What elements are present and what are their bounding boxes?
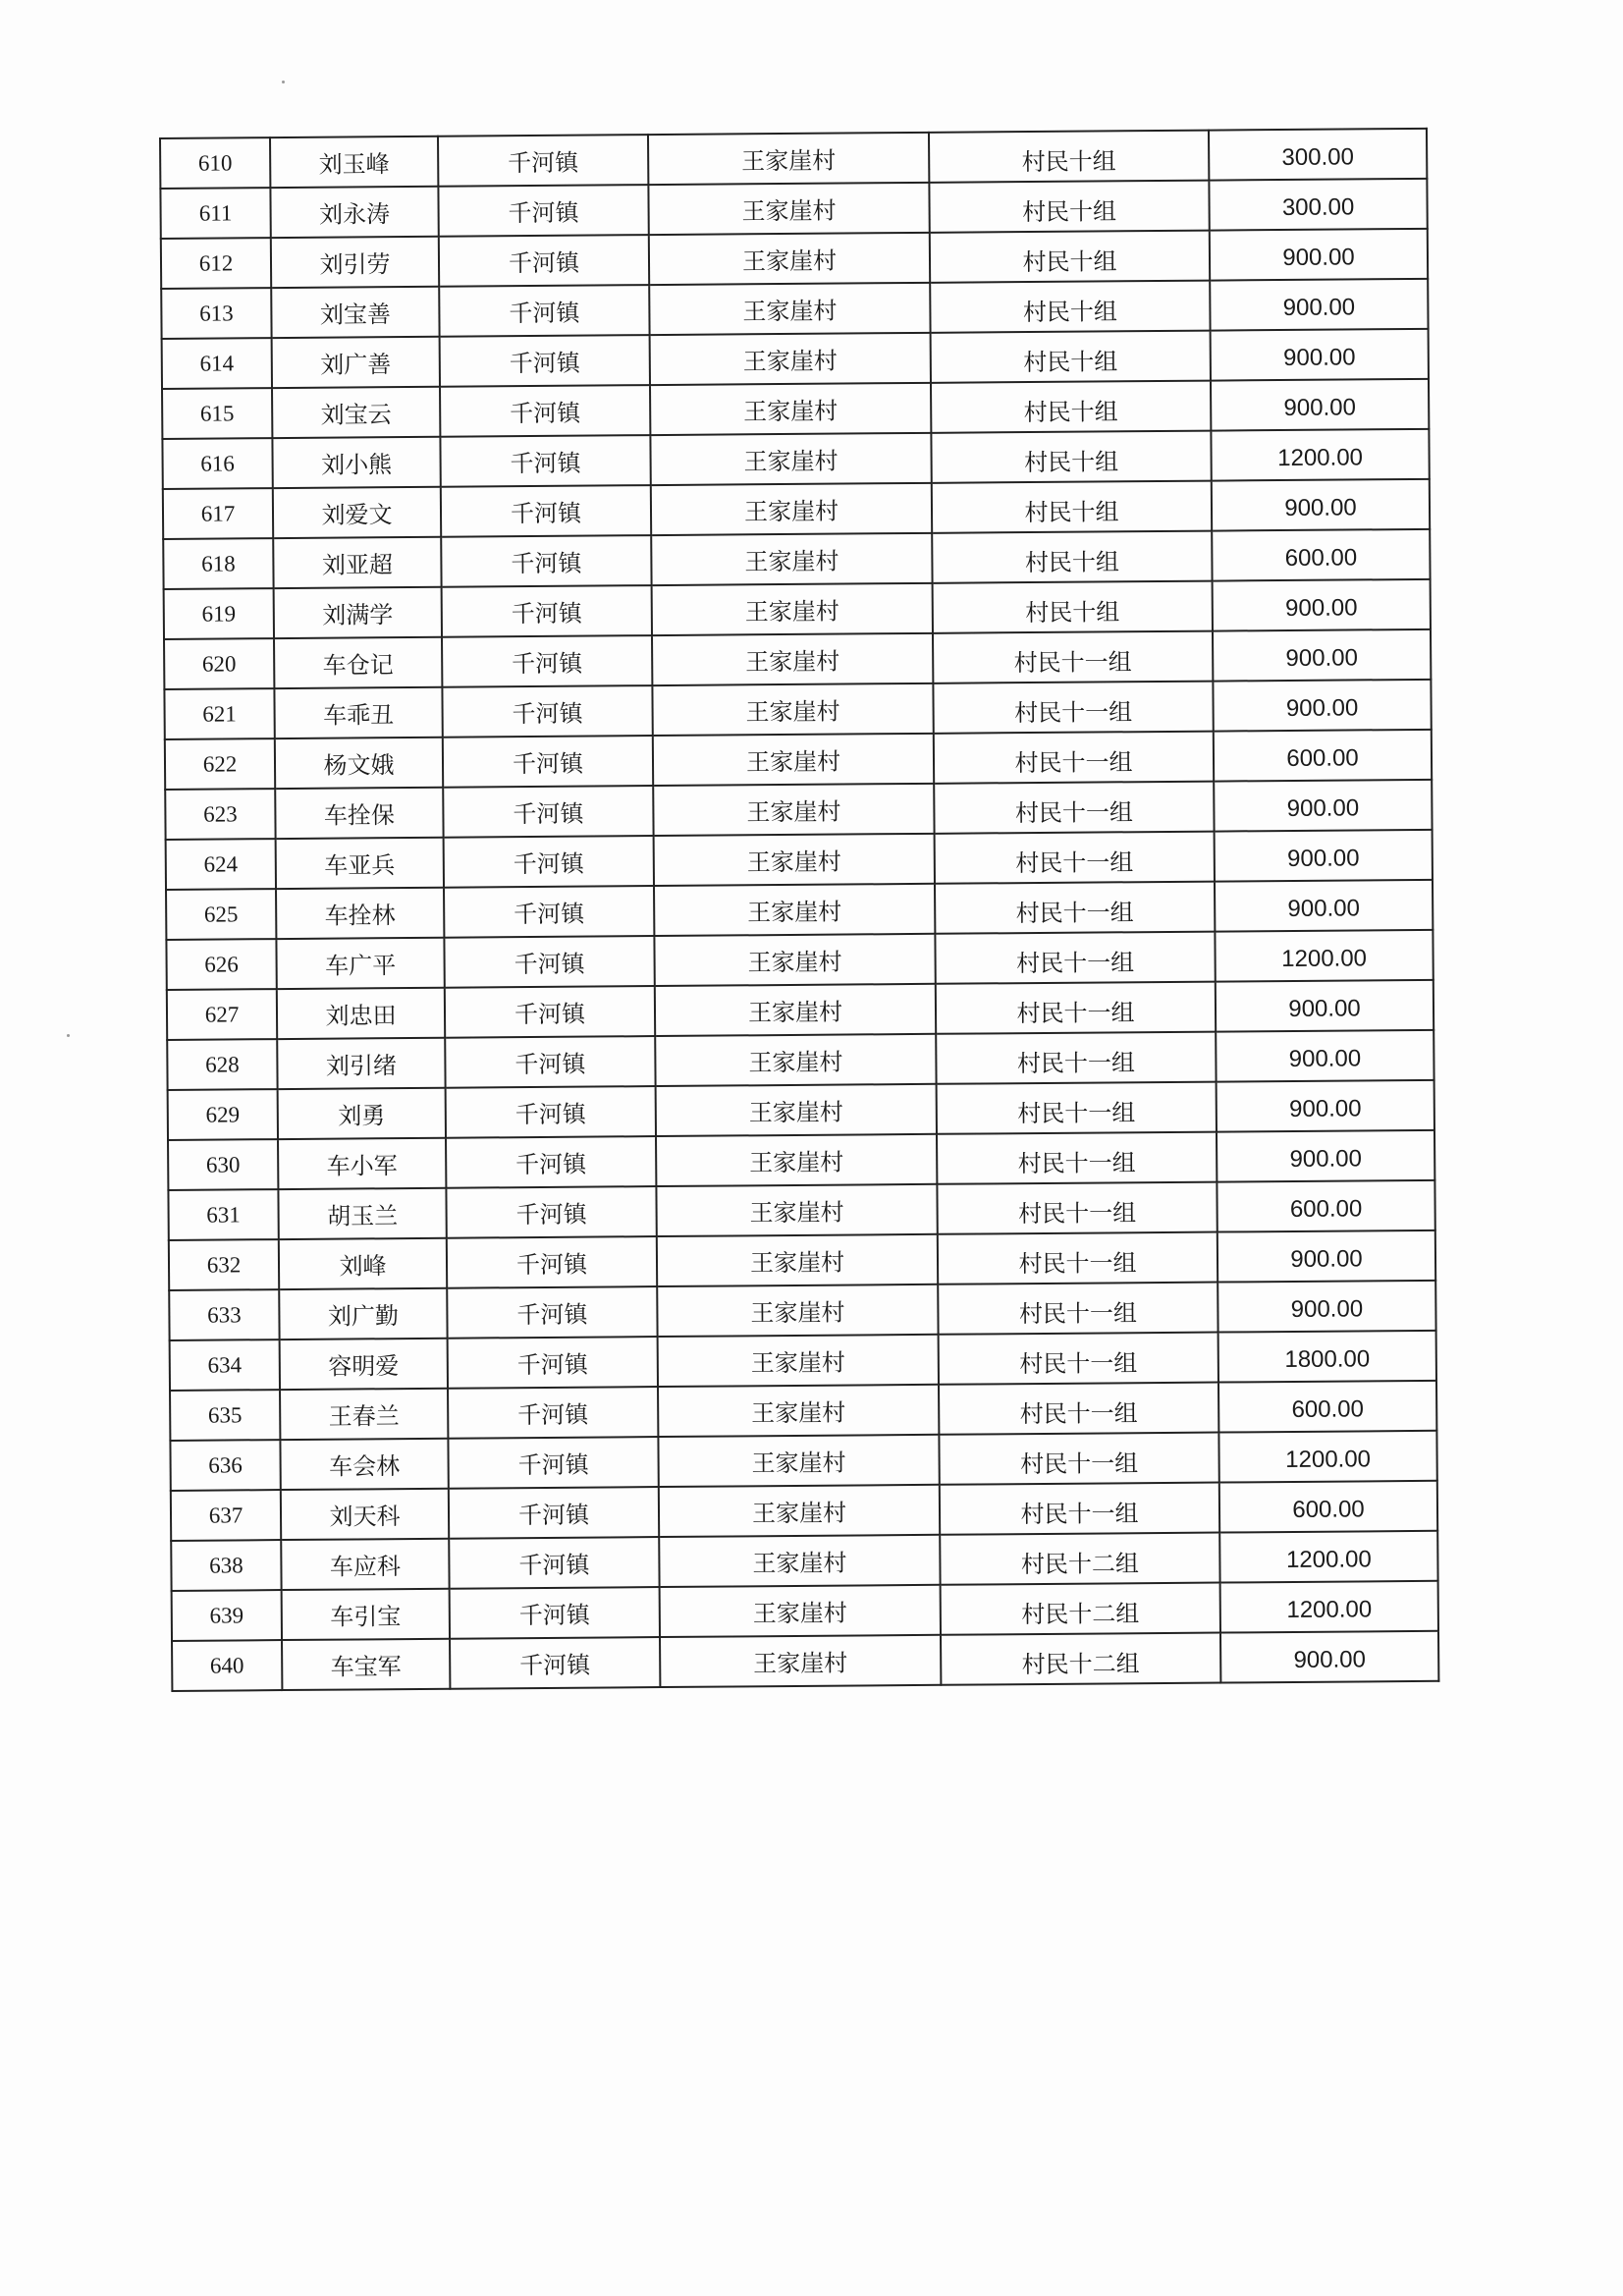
amount-cell: 600.00 bbox=[1212, 529, 1430, 581]
group-cell: 村民十一组 bbox=[935, 832, 1215, 884]
village-cell: 王家崖村 bbox=[657, 1285, 938, 1337]
name-cell: 刘满学 bbox=[274, 587, 442, 638]
town-cell: 千河镇 bbox=[442, 635, 652, 687]
group-cell: 村民十一组 bbox=[939, 1383, 1218, 1435]
amount-cell: 900.00 bbox=[1215, 880, 1433, 932]
town-cell: 千河镇 bbox=[448, 1387, 658, 1439]
group-cell: 村民十一组 bbox=[939, 1433, 1218, 1485]
row-number-cell: 624 bbox=[166, 839, 276, 890]
group-cell: 村民十组 bbox=[929, 131, 1209, 183]
name-cell: 刘勇 bbox=[278, 1088, 446, 1139]
amount-cell: 900.00 bbox=[1217, 1130, 1434, 1182]
group-cell: 村民十一组 bbox=[937, 1082, 1217, 1134]
row-number-cell: 622 bbox=[165, 738, 275, 790]
row-number-cell: 621 bbox=[164, 688, 274, 739]
group-cell: 村民十一组 bbox=[940, 1483, 1219, 1535]
row-number-cell: 635 bbox=[170, 1390, 280, 1441]
group-cell: 村民十组 bbox=[932, 481, 1212, 533]
scan-speck bbox=[282, 81, 285, 83]
amount-cell: 900.00 bbox=[1216, 980, 1434, 1032]
name-cell: 刘宝云 bbox=[272, 387, 440, 438]
row-number-cell: 631 bbox=[168, 1189, 278, 1240]
amount-cell: 900.00 bbox=[1210, 229, 1428, 281]
name-cell: 容明爱 bbox=[280, 1339, 448, 1390]
amount-cell: 900.00 bbox=[1213, 579, 1431, 631]
village-cell: 王家崖村 bbox=[652, 683, 933, 736]
group-cell: 村民十一组 bbox=[937, 1182, 1217, 1234]
name-cell: 王春兰 bbox=[280, 1389, 448, 1440]
town-cell: 千河镇 bbox=[448, 1337, 658, 1389]
name-cell: 刘引绪 bbox=[277, 1038, 445, 1089]
name-cell: 刘永涛 bbox=[270, 187, 438, 238]
village-cell: 王家崖村 bbox=[658, 1435, 939, 1487]
amount-cell: 300.00 bbox=[1209, 129, 1427, 181]
amount-cell: 900.00 bbox=[1213, 680, 1431, 732]
group-cell: 村民十组 bbox=[929, 181, 1209, 233]
town-cell: 千河镇 bbox=[438, 135, 648, 187]
village-cell: 王家崖村 bbox=[651, 483, 932, 535]
town-cell: 千河镇 bbox=[450, 1587, 660, 1639]
village-cell: 王家崖村 bbox=[649, 233, 930, 285]
row-number-cell: 620 bbox=[164, 638, 274, 689]
group-cell: 村民十一组 bbox=[935, 882, 1215, 934]
row-number-cell: 616 bbox=[162, 438, 272, 489]
group-cell: 村民十组 bbox=[930, 231, 1210, 283]
village-cell: 王家崖村 bbox=[655, 984, 936, 1036]
row-number-cell: 618 bbox=[163, 538, 273, 589]
row-number-cell: 628 bbox=[167, 1039, 277, 1090]
name-cell: 刘天科 bbox=[281, 1489, 449, 1540]
town-cell: 千河镇 bbox=[445, 1036, 655, 1088]
row-number-cell: 613 bbox=[161, 288, 271, 339]
group-cell: 村民十组 bbox=[931, 331, 1211, 383]
village-cell: 王家崖村 bbox=[650, 333, 931, 385]
name-cell: 刘广善 bbox=[272, 337, 440, 388]
amount-cell: 600.00 bbox=[1217, 1180, 1434, 1232]
amount-cell: 600.00 bbox=[1214, 730, 1432, 782]
village-cell: 王家崖村 bbox=[652, 633, 933, 685]
name-cell: 刘玉峰 bbox=[270, 137, 438, 188]
row-number-cell: 633 bbox=[169, 1289, 279, 1340]
town-cell: 千河镇 bbox=[440, 335, 650, 387]
group-cell: 村民十组 bbox=[931, 381, 1211, 433]
name-cell: 胡玉兰 bbox=[278, 1188, 446, 1239]
group-cell: 村民十一组 bbox=[938, 1232, 1217, 1285]
town-cell: 千河镇 bbox=[449, 1537, 659, 1589]
town-cell: 千河镇 bbox=[442, 685, 652, 738]
village-cell: 王家崖村 bbox=[650, 383, 931, 435]
village-cell: 王家崖村 bbox=[652, 583, 933, 635]
subsidy-table bbox=[159, 128, 1439, 1692]
town-cell: 千河镇 bbox=[450, 1637, 660, 1689]
village-cell: 王家崖村 bbox=[655, 1034, 936, 1086]
group-cell: 村民十组 bbox=[933, 581, 1213, 633]
town-cell: 千河镇 bbox=[444, 836, 654, 888]
town-cell: 千河镇 bbox=[447, 1286, 657, 1339]
group-cell: 村民十二组 bbox=[941, 1583, 1220, 1635]
village-cell: 王家崖村 bbox=[649, 283, 930, 335]
town-cell: 千河镇 bbox=[440, 435, 650, 487]
town-cell: 千河镇 bbox=[443, 786, 653, 838]
town-cell: 千河镇 bbox=[445, 986, 655, 1038]
name-cell: 车亚兵 bbox=[276, 838, 444, 889]
name-cell: 车应科 bbox=[281, 1539, 449, 1590]
row-number-cell: 623 bbox=[165, 789, 275, 840]
row-number-cell: 636 bbox=[170, 1440, 280, 1491]
group-cell: 村民十二组 bbox=[940, 1533, 1219, 1585]
group-cell: 村民十组 bbox=[930, 281, 1210, 333]
row-number-cell: 614 bbox=[162, 338, 272, 389]
amount-cell: 900.00 bbox=[1214, 780, 1432, 832]
amount-cell: 900.00 bbox=[1211, 379, 1429, 431]
village-cell: 王家崖村 bbox=[658, 1335, 939, 1387]
name-cell: 刘小熊 bbox=[272, 437, 440, 488]
amount-cell: 600.00 bbox=[1219, 1481, 1437, 1533]
group-cell: 村民十一组 bbox=[935, 932, 1215, 984]
village-cell: 王家崖村 bbox=[660, 1635, 941, 1687]
amount-cell: 900.00 bbox=[1220, 1631, 1438, 1683]
row-number-cell: 634 bbox=[170, 1339, 280, 1391]
name-cell: 刘宝善 bbox=[271, 287, 439, 338]
amount-cell: 1200.00 bbox=[1220, 1581, 1438, 1633]
village-cell: 王家崖村 bbox=[656, 1084, 937, 1136]
amount-cell: 1200.00 bbox=[1219, 1531, 1437, 1583]
town-cell: 千河镇 bbox=[443, 736, 653, 788]
group-cell: 村民十一组 bbox=[938, 1283, 1217, 1335]
amount-cell: 900.00 bbox=[1210, 279, 1428, 331]
row-number-cell: 640 bbox=[172, 1640, 282, 1691]
name-cell: 车仓记 bbox=[274, 637, 442, 688]
row-number-cell: 611 bbox=[160, 188, 270, 239]
group-cell: 村民十一组 bbox=[939, 1333, 1218, 1385]
group-cell: 村民十一组 bbox=[936, 982, 1216, 1034]
village-cell: 王家崖村 bbox=[657, 1234, 938, 1286]
row-number-cell: 626 bbox=[166, 939, 276, 990]
amount-cell: 1200.00 bbox=[1215, 930, 1433, 982]
table-body bbox=[160, 129, 1438, 1691]
row-number-cell: 615 bbox=[162, 388, 272, 439]
row-number-cell: 612 bbox=[161, 238, 271, 289]
village-cell: 王家崖村 bbox=[654, 834, 935, 886]
village-cell: 王家崖村 bbox=[654, 934, 935, 986]
name-cell: 刘广勤 bbox=[279, 1288, 447, 1339]
village-cell: 王家崖村 bbox=[648, 133, 929, 185]
village-cell: 王家崖村 bbox=[659, 1535, 940, 1587]
name-cell: 刘忠田 bbox=[277, 988, 445, 1039]
row-number-cell: 632 bbox=[169, 1239, 279, 1290]
town-cell: 千河镇 bbox=[442, 585, 652, 637]
village-cell: 王家崖村 bbox=[651, 533, 932, 585]
town-cell: 千河镇 bbox=[449, 1487, 659, 1539]
amount-cell: 900.00 bbox=[1213, 629, 1431, 682]
amount-cell: 1200.00 bbox=[1218, 1431, 1436, 1483]
amount-cell: 900.00 bbox=[1211, 329, 1429, 381]
subsidy-table-wrapper bbox=[159, 128, 1437, 1692]
group-cell: 村民十一组 bbox=[937, 1132, 1217, 1184]
amount-cell: 600.00 bbox=[1218, 1381, 1436, 1433]
village-cell: 王家崖村 bbox=[653, 734, 934, 786]
row-number-cell: 637 bbox=[171, 1490, 281, 1541]
row-number-cell: 630 bbox=[168, 1139, 278, 1190]
amount-cell: 1800.00 bbox=[1218, 1331, 1436, 1383]
village-cell: 王家崖村 bbox=[653, 784, 934, 836]
amount-cell: 300.00 bbox=[1209, 179, 1427, 231]
village-cell: 王家崖村 bbox=[658, 1385, 939, 1437]
village-cell: 王家崖村 bbox=[660, 1585, 941, 1637]
row-number-cell: 610 bbox=[160, 137, 270, 189]
group-cell: 村民十组 bbox=[932, 531, 1212, 583]
town-cell: 千河镇 bbox=[446, 1086, 656, 1138]
village-cell: 王家崖村 bbox=[650, 433, 931, 485]
town-cell: 千河镇 bbox=[441, 485, 651, 537]
name-cell: 车会林 bbox=[280, 1439, 448, 1490]
row-number-cell: 627 bbox=[167, 989, 277, 1040]
village-cell: 王家崖村 bbox=[648, 183, 929, 235]
row-number-cell: 617 bbox=[163, 488, 273, 539]
table-row bbox=[172, 1631, 1438, 1691]
town-cell: 千河镇 bbox=[448, 1437, 658, 1489]
town-cell: 千河镇 bbox=[438, 185, 648, 237]
row-number-cell: 638 bbox=[171, 1540, 281, 1591]
row-number-cell: 629 bbox=[168, 1089, 278, 1140]
town-cell: 千河镇 bbox=[444, 936, 654, 988]
group-cell: 村民十一组 bbox=[936, 1032, 1216, 1084]
name-cell: 车拴林 bbox=[276, 888, 444, 939]
village-cell: 王家崖村 bbox=[656, 1134, 937, 1186]
name-cell: 车宝军 bbox=[282, 1639, 450, 1690]
amount-cell: 900.00 bbox=[1212, 479, 1430, 531]
scan-speck bbox=[67, 1034, 70, 1037]
name-cell: 车小军 bbox=[278, 1138, 446, 1189]
group-cell: 村民十一组 bbox=[933, 631, 1213, 683]
row-number-cell: 619 bbox=[164, 588, 274, 639]
name-cell: 刘峰 bbox=[279, 1238, 447, 1289]
name-cell: 车乖丑 bbox=[274, 687, 442, 738]
amount-cell: 900.00 bbox=[1215, 830, 1433, 882]
town-cell: 千河镇 bbox=[446, 1186, 656, 1238]
name-cell: 车拴保 bbox=[275, 788, 443, 839]
town-cell: 千河镇 bbox=[447, 1236, 657, 1288]
village-cell: 王家崖村 bbox=[656, 1184, 937, 1236]
row-number-cell: 639 bbox=[172, 1590, 282, 1641]
name-cell: 刘爱文 bbox=[273, 487, 441, 538]
town-cell: 千河镇 bbox=[439, 235, 649, 287]
town-cell: 千河镇 bbox=[441, 535, 651, 587]
name-cell: 刘亚超 bbox=[273, 537, 441, 588]
town-cell: 千河镇 bbox=[444, 886, 654, 938]
row-number-cell: 625 bbox=[166, 889, 276, 940]
amount-cell: 1200.00 bbox=[1211, 429, 1429, 481]
amount-cell: 900.00 bbox=[1217, 1230, 1435, 1283]
name-cell: 刘引劳 bbox=[271, 237, 439, 288]
name-cell: 车引宝 bbox=[282, 1589, 450, 1640]
name-cell: 杨文娥 bbox=[275, 738, 443, 789]
name-cell: 车广平 bbox=[276, 938, 444, 989]
town-cell: 千河镇 bbox=[439, 285, 649, 337]
amount-cell: 900.00 bbox=[1217, 1080, 1434, 1132]
village-cell: 王家崖村 bbox=[659, 1485, 940, 1537]
group-cell: 村民十组 bbox=[931, 431, 1211, 483]
group-cell: 村民十一组 bbox=[934, 782, 1214, 834]
village-cell: 王家崖村 bbox=[654, 884, 935, 936]
town-cell: 千河镇 bbox=[446, 1136, 656, 1188]
town-cell: 千河镇 bbox=[440, 385, 650, 437]
group-cell: 村民十一组 bbox=[934, 732, 1214, 784]
group-cell: 村民十二组 bbox=[941, 1633, 1220, 1685]
amount-cell: 900.00 bbox=[1217, 1281, 1435, 1333]
amount-cell: 900.00 bbox=[1216, 1030, 1434, 1082]
group-cell: 村民十一组 bbox=[933, 682, 1213, 734]
